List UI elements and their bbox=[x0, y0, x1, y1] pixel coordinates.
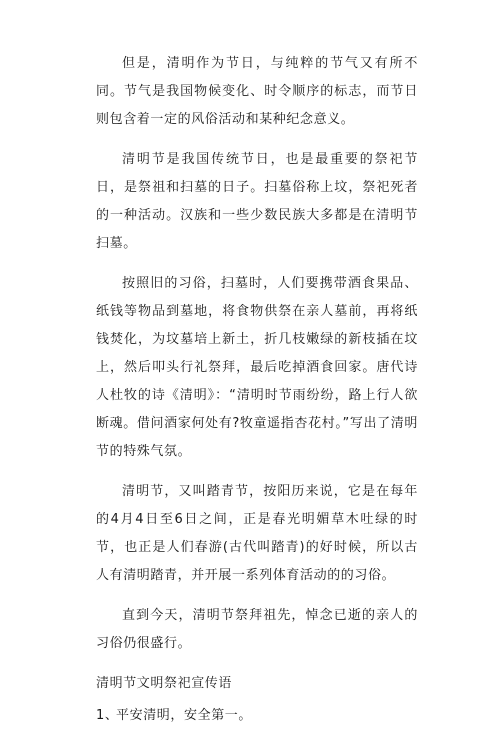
list-item-number: 1、 bbox=[96, 708, 119, 723]
paragraph-tomb-sweeping-day: 清明节是我国传统节日，也是最重要的祭祀节日，是祭祖和扫墓的日子。扫墓俗称上坟，祭祀死者的一种活动。汉族和一些少数民族大多都是在清明节扫墓。 bbox=[96, 152, 418, 251]
list-item bbox=[96, 702, 418, 730]
list-item-text: 平安清明，安全第一。 bbox=[116, 708, 253, 723]
paragraph-festival-vs-solar-term: 但是，清明作为节日，与纯粹的节气又有所不同。节气是我国物候变化、时令顺序的标志，而节日则包含着一定的风俗活动和某种纪念意义。 bbox=[96, 56, 418, 127]
document-body bbox=[96, 50, 418, 730]
section-heading: 清明节文明祭祀宣传语 bbox=[96, 676, 233, 691]
paragraph-today: 直到今天，清明节祭拜祖先，悼念已逝的亲人的习俗仍很盛行。 bbox=[96, 608, 418, 651]
paragraph-old-customs: 按照旧的习俗，扫墓时，人们要携带酒食果品、纸钱等物品到墓地，将食物供祭在亲人墓前，再将纸钱焚化，为坟墓培上新土，折几枝嫩绿的新枝插在坟上，然后叩头行礼祭拜，最后吃掉酒食回家。唐代诗人杜牧的诗《清明》：“清明时节雨纷纷，路上行人欲断魂。借问酒家何处有?牧童遥指杏花村。”写出了清明节的特殊气氛。 bbox=[96, 276, 418, 459]
paragraph-outing-festival: 清明节，又叫踏青节，按阳历来说，它是在每年的4月4日至6日之间，正是春光明媚草木吐绿的时节，也正是人们春游(古代叫踏青)的好时候，所以古人有清明踏青，并开展一系列体育活动的的习俗。 bbox=[96, 484, 418, 583]
